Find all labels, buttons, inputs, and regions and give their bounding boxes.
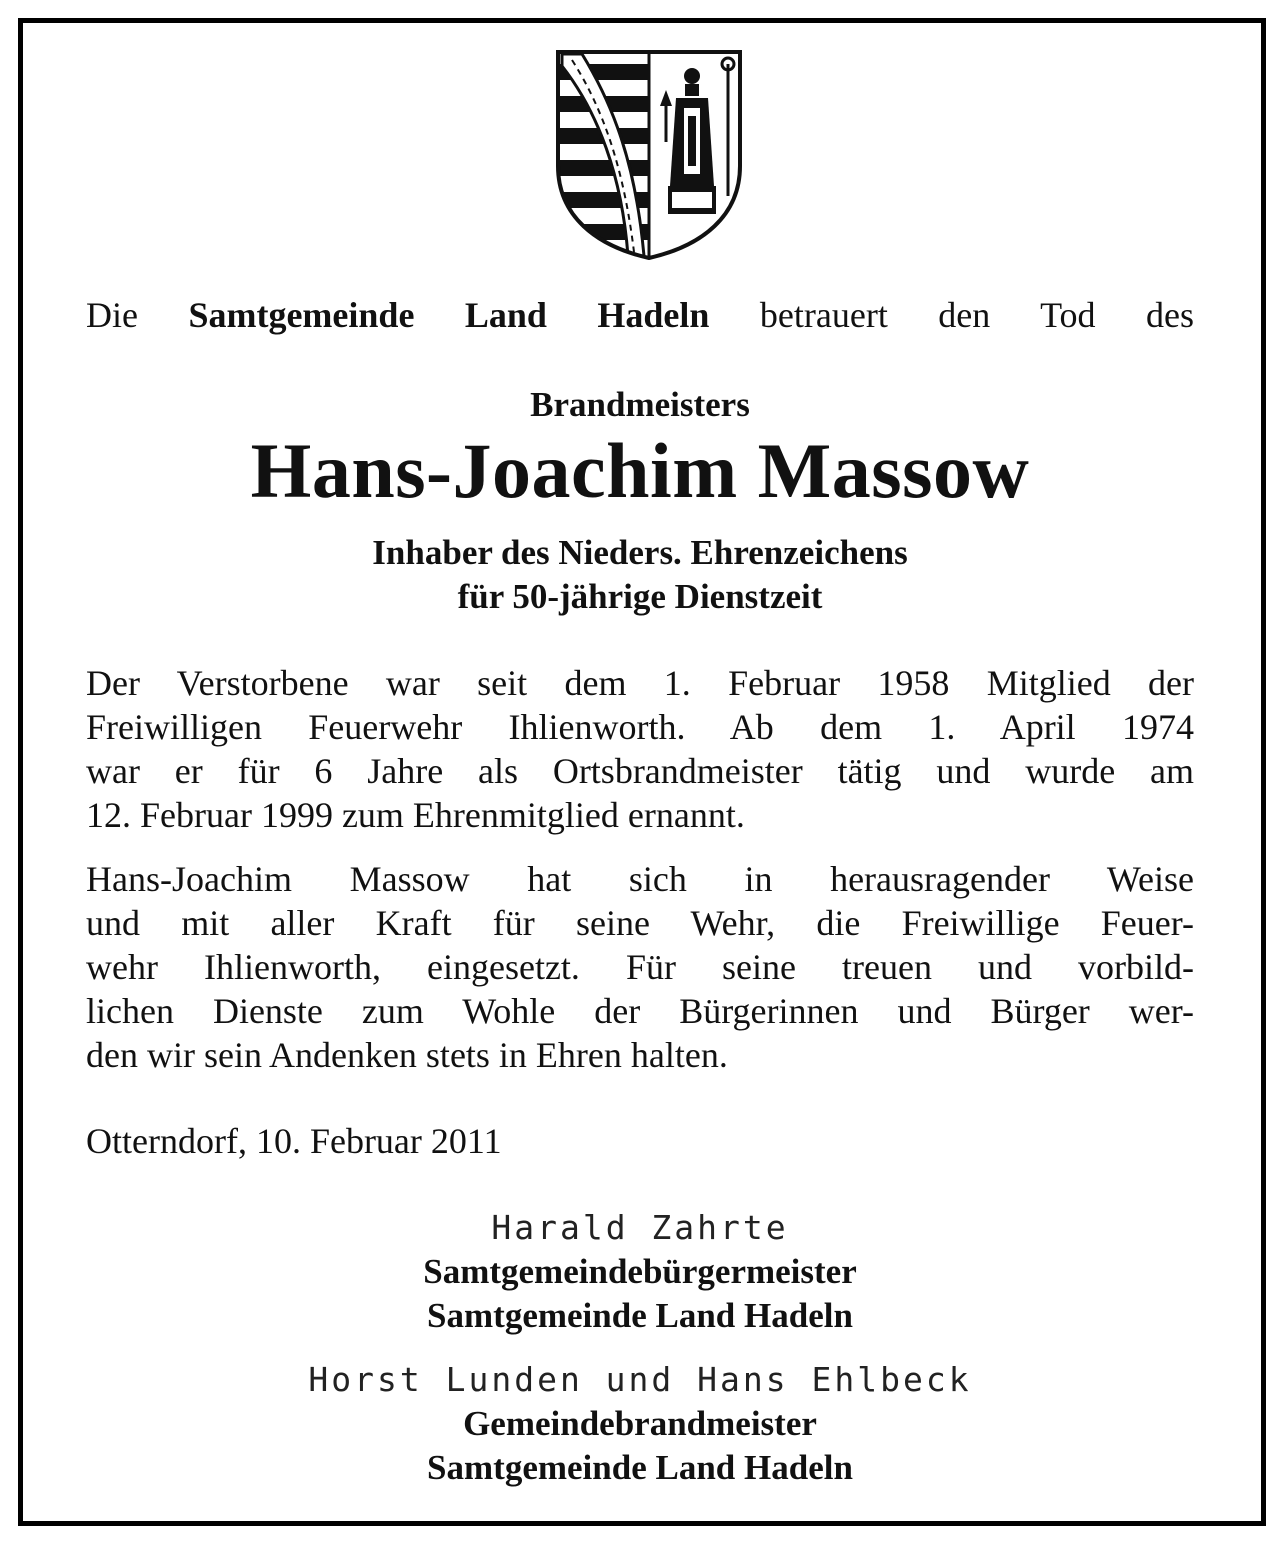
honor-line-1: Inhaber des Nieders. Ehrenzeichens <box>372 533 908 572</box>
deceased-name: Hans-Joachim Massow <box>250 427 1030 514</box>
intro-organization: Samtgemeinde Land Hadeln <box>188 295 710 335</box>
coat-of-arms-icon <box>552 46 746 262</box>
paragraph-1-line-2: Freiwilligen Feuerwehr Ihlienworth. Ab dem 1. April 1974 <box>86 707 1194 747</box>
deceased-rank: Brandmeisters <box>530 385 750 424</box>
paragraph-2-line-3: wehr Ihlienworth, eingesetzt. Für seine treuen und vorbild- <box>86 947 1194 987</box>
paragraph-2-line-4: lichen Dienste zum Wohle der Bürgerinnen und Bürger wer- <box>86 991 1194 1031</box>
signatory-1-title: Samtgemeindebürgermeister <box>423 1252 857 1291</box>
signatory-1-organization: Samtgemeinde Land Hadeln <box>427 1296 853 1335</box>
honor-line-2: für 50-jährige Dienstzeit <box>457 577 823 616</box>
paragraph-1-line-1: Der Verstorbene war seit dem 1. Februar 1958 Mitglied der <box>86 663 1194 703</box>
signatory-2-title: Gemeindebrandmeister <box>463 1404 817 1443</box>
intro-prefix: Die <box>86 295 189 335</box>
intro-suffix: betrauert den Tod des <box>709 295 1195 335</box>
signatory-1-name: Harald Zahrte <box>491 1208 789 1247</box>
paragraph-2-line-1: Hans-Joachim Massow hat sich in herausragender Weise <box>86 859 1194 899</box>
signatory-2-name: Horst Lunden und Hans Ehlbeck <box>308 1360 972 1399</box>
paragraph-2-line-5: den wir sein Andenken stets in Ehren halten. <box>86 1035 728 1075</box>
paragraph-1-line-4: 12. Februar 1999 zum Ehrenmitglied ernannt. <box>86 795 745 835</box>
paragraph-2-line-2: und mit aller Kraft für seine Wehr, die Freiwillige Feuer- <box>86 903 1194 943</box>
place-date: Otterndorf, 10. Februar 2011 <box>86 1121 502 1161</box>
paragraph-1-line-3: war er für 6 Jahre als Ortsbrandmeister tätig und wurde am <box>86 751 1194 791</box>
intro-sentence <box>86 294 1194 336</box>
signatory-2-organization: Samtgemeinde Land Hadeln <box>427 1448 853 1487</box>
